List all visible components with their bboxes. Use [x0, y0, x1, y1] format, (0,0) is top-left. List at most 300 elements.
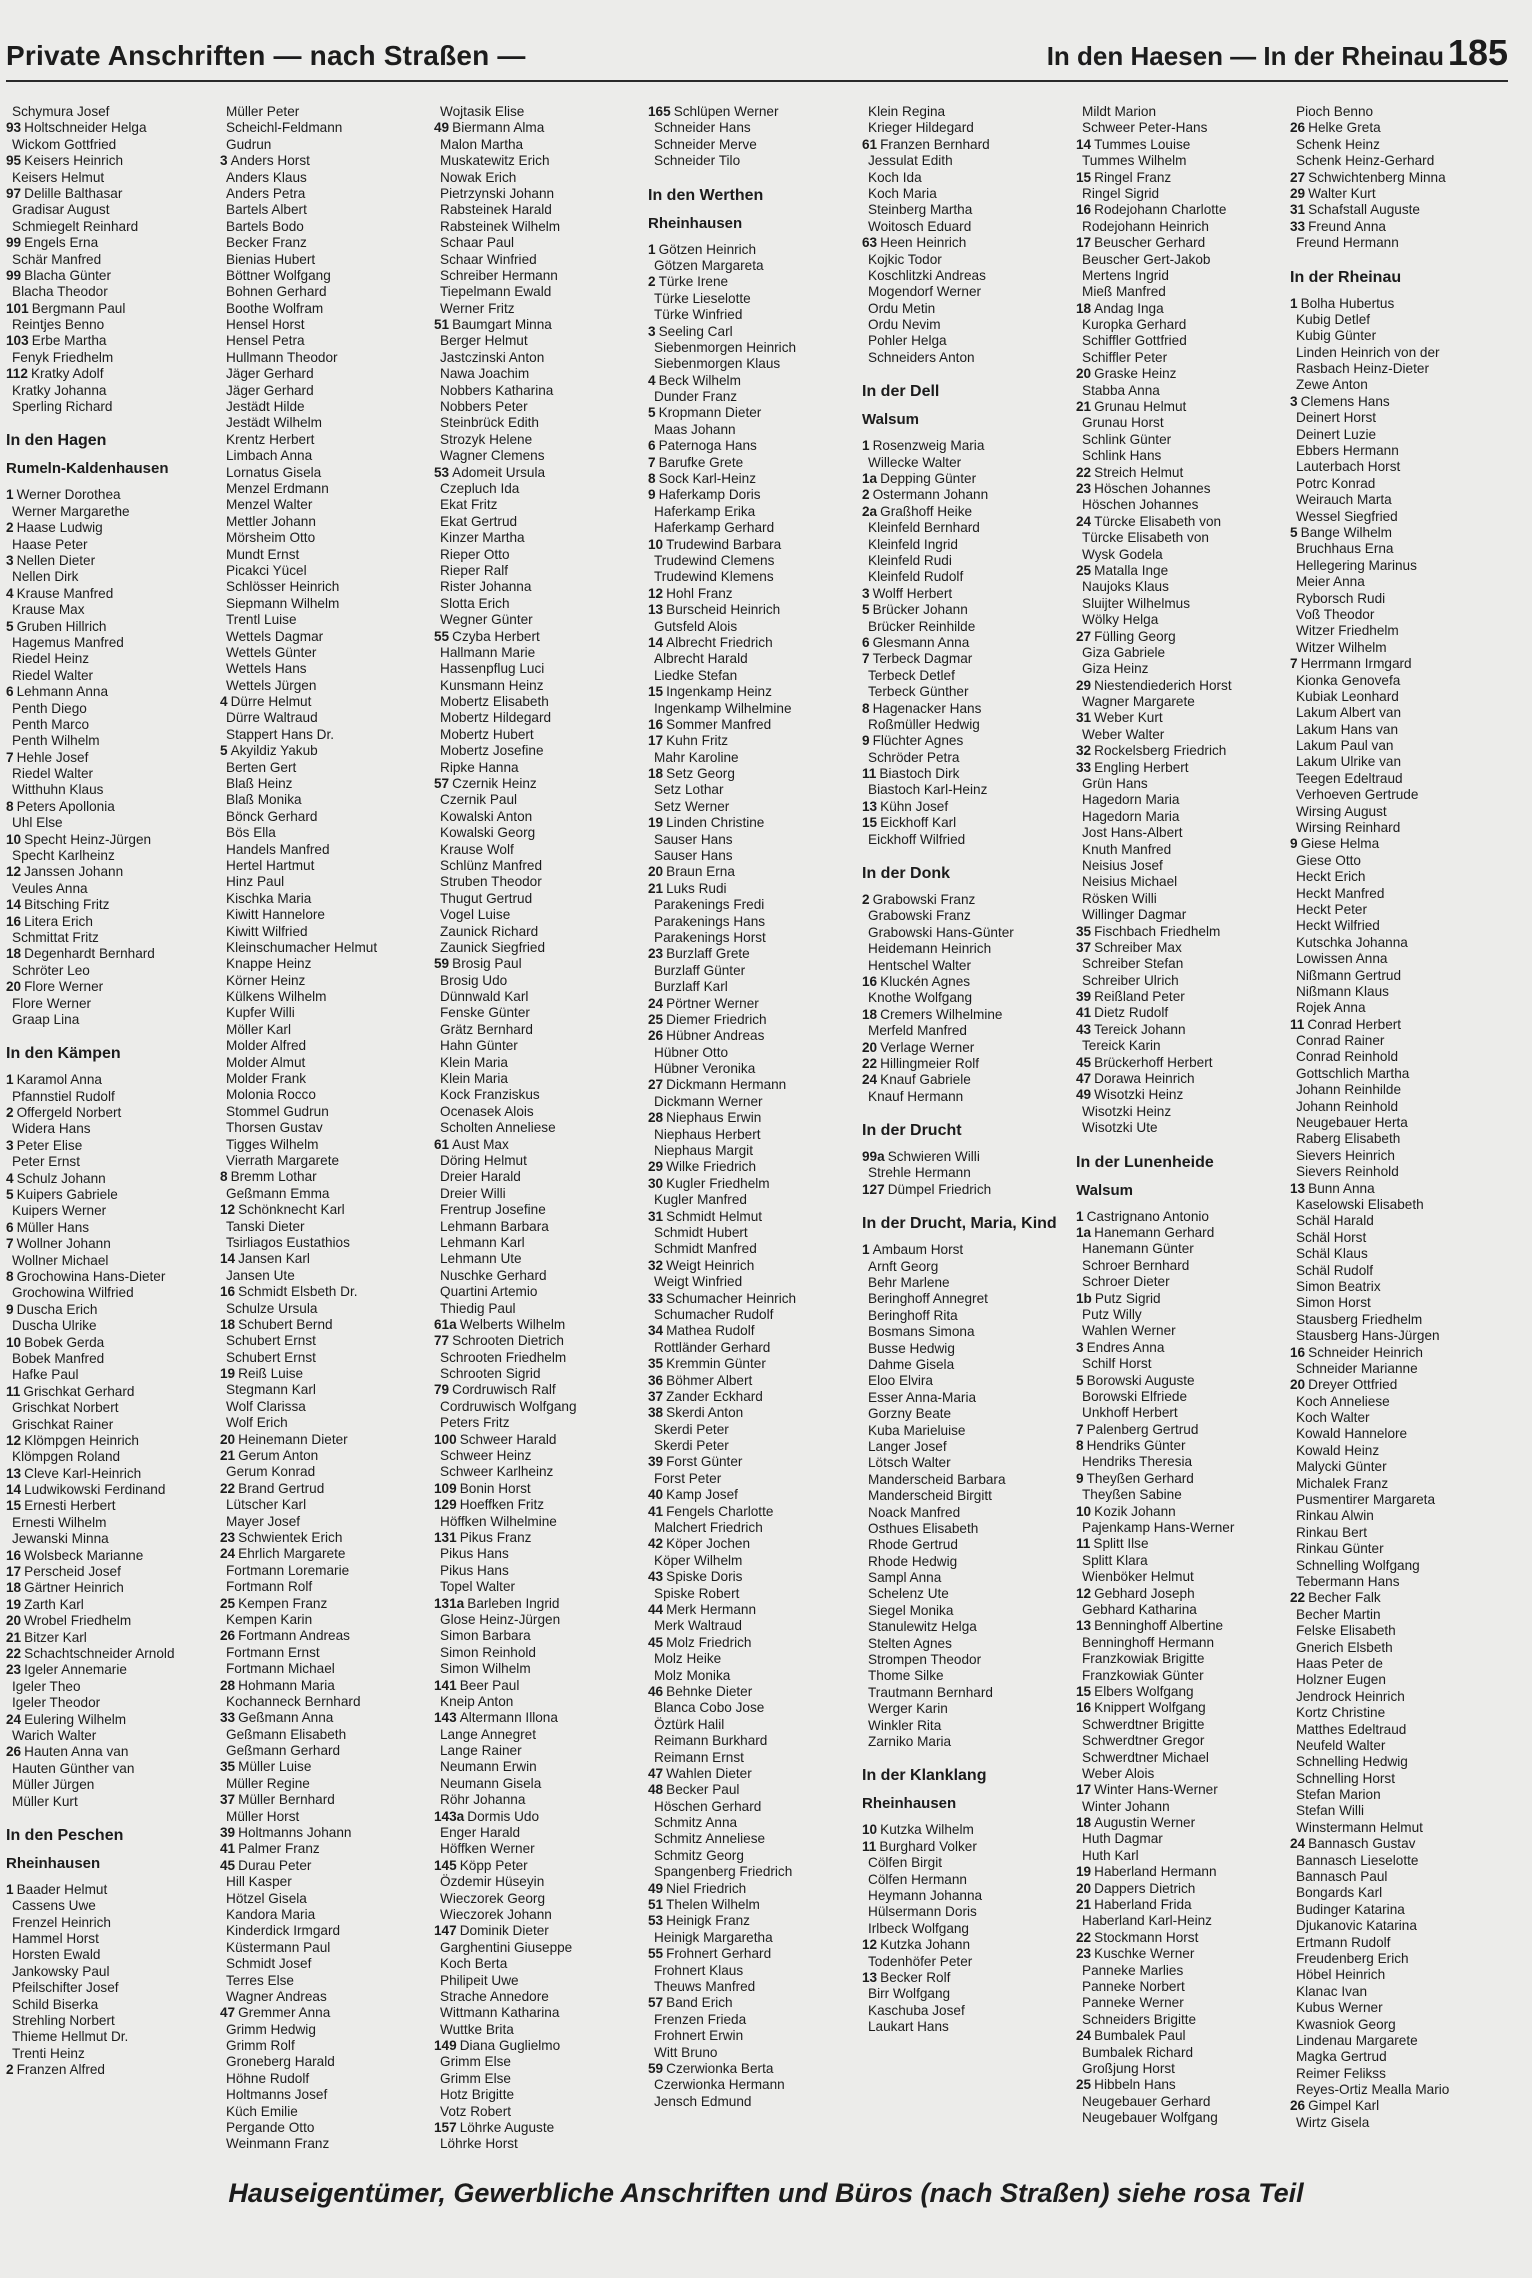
resident-name: Czerwionka Berta [666, 2060, 774, 2076]
house-number: 30 [648, 1175, 664, 1191]
resident-entry [220, 1546, 432, 1562]
resident-name: Gerum Konrad [226, 1464, 316, 1480]
resident-entry [434, 1301, 646, 1317]
resident-name: Lötsch Walter [868, 1455, 951, 1471]
resident-entry [434, 1989, 646, 2005]
resident-entry [434, 104, 646, 120]
resident-name: Kochanneck Bernhard [226, 1693, 361, 1709]
resident-name: Knauf Gabriele [880, 1072, 971, 1088]
resident-entry [434, 1727, 646, 1743]
house-number: 10 [862, 1822, 878, 1838]
resident-name: Verlage Werner [880, 1039, 975, 1055]
resident-name: Schubert Ernst [226, 1349, 316, 1365]
resident-name: Wagner Margarete [1082, 694, 1195, 710]
resident-name: Freudenberg Erich [1296, 1950, 1409, 1966]
resident-entry [6, 1466, 218, 1482]
resident-entry [648, 1881, 860, 1897]
resident-entry [1076, 137, 1288, 153]
resident-name: Strompen Theodor [868, 1652, 982, 1668]
house-number: 10 [1076, 1503, 1092, 1519]
resident-entry [434, 1284, 646, 1300]
resident-name: Türcke Elisabeth von [1094, 513, 1222, 529]
house-number: 29 [1076, 677, 1092, 693]
house-number: 20 [648, 864, 664, 880]
house-number: 51 [434, 317, 450, 333]
house-number: 16 [1290, 1344, 1306, 1360]
resident-name: Arnft Georg [868, 1258, 939, 1274]
resident-entry [220, 1432, 432, 1448]
resident-entry [220, 1776, 432, 1792]
resident-entry [1076, 2028, 1288, 2044]
resident-name: Berten Gert [226, 759, 297, 775]
resident-name: Köpp Peter [459, 1857, 528, 1873]
resident-entry [1290, 1410, 1502, 1426]
resident-name: Riedel Heinz [12, 651, 90, 667]
resident-entry [220, 497, 432, 513]
resident-name: Werner Dorothea [16, 487, 121, 503]
resident-entry [862, 1668, 1074, 1684]
resident-name: Menzel Walter [226, 497, 313, 513]
resident-name: Grischkat Norbert [12, 1400, 119, 1416]
resident-name: Woitosch Eduard [868, 218, 972, 234]
house-number: 97 [6, 185, 22, 201]
resident-entry [6, 569, 218, 585]
resident-entry [434, 1087, 646, 1103]
resident-name: Magka Gertrud [1296, 2049, 1387, 2065]
resident-name: Simon Barbara [440, 1628, 531, 1644]
resident-entry [434, 432, 646, 448]
resident-name: Skerdi Anton [666, 1405, 744, 1421]
directory-column [1290, 104, 1502, 2164]
resident-name: Ernesti Wilhelm [12, 1514, 107, 1530]
resident-name: Eulering Wilhelm [24, 1711, 127, 1727]
resident-name: Schweer Harald [459, 1431, 557, 1447]
resident-entry [6, 1613, 218, 1629]
resident-entry [220, 743, 432, 759]
resident-name: Grischkat Rainer [12, 1416, 114, 1432]
resident-entry [862, 1357, 1074, 1373]
resident-entry [1076, 350, 1288, 366]
resident-entry [434, 268, 646, 284]
resident-name: Theyßen Gerhard [1086, 1470, 1194, 1486]
resident-name: Struben Theodor [440, 874, 542, 890]
resident-name: Schmidt Hubert [654, 1225, 748, 1240]
resident-entry [1290, 459, 1502, 475]
house-number: 8 [6, 1269, 14, 1284]
resident-name: Degenhardt Bernhard [24, 946, 155, 962]
resident-entry [220, 924, 432, 940]
resident-entry [862, 1423, 1074, 1439]
resident-name: Schär Manfred [12, 251, 102, 267]
resident-entry [6, 1203, 218, 1219]
house-number: 16 [862, 973, 878, 989]
resident-name: Laukart Hans [868, 2019, 949, 2035]
resident-name: Band Erich [666, 1995, 733, 2011]
resident-name: Winstermann Helmut [1296, 1819, 1423, 1835]
resident-entry [220, 2071, 432, 2087]
resident-entry [1290, 1246, 1502, 1262]
resident-name: Sauser Hans [654, 848, 733, 864]
resident-name: Bannasch Paul [1296, 1869, 1388, 1885]
resident-name: Bumbalek Richard [1082, 2044, 1194, 2060]
resident-name: Gradisar August [12, 202, 110, 218]
resident-entry [220, 170, 432, 186]
resident-entry [6, 1712, 218, 1728]
house-number: 7 [1076, 1421, 1084, 1437]
resident-entry [6, 1121, 218, 1137]
resident-entry [220, 1284, 432, 1300]
resident-name: Putz Willy [1082, 1306, 1142, 1322]
resident-name: Wegner Günter [440, 612, 533, 628]
resident-entry [220, 219, 432, 235]
house-number: 37 [1076, 939, 1092, 955]
resident-name: Rhode Hedwig [868, 1553, 958, 1569]
resident-name: Kowald Hannelore [1296, 1426, 1408, 1442]
resident-entry [220, 1251, 432, 1267]
resident-name: Beuscher Gerhard [1094, 235, 1206, 251]
resident-entry [1076, 1848, 1288, 1864]
resident-entry [1290, 186, 1502, 202]
resident-entry [220, 2136, 432, 2152]
resident-entry [1290, 1394, 1502, 1410]
resident-name: Cleve Karl-Heinrich [24, 1465, 142, 1481]
resident-name: Kinzer Martha [440, 530, 525, 546]
resident-entry [1290, 2115, 1502, 2131]
resident-entry [1290, 2017, 1502, 2033]
resident-name: Kluckén Agnes [880, 973, 971, 989]
resident-entry [6, 1630, 218, 1646]
resident-name: Schumacher Heinrich [666, 1290, 797, 1306]
resident-name: Weigt Heinrich [666, 1257, 755, 1273]
resident-name: Jewanski Minna [12, 1531, 109, 1547]
house-number: 10 [6, 1334, 22, 1350]
resident-entry [862, 2003, 1074, 2019]
resident-name: Enger Harald [440, 1825, 521, 1841]
resident-name: Jansen Karl [238, 1251, 310, 1267]
resident-name: Molder Frank [226, 1071, 307, 1087]
resident-name: Thiedig Paul [440, 1300, 516, 1316]
resident-name: Hullmann Theodor [226, 349, 338, 365]
resident-name: Conrad Reinhold [1296, 1049, 1399, 1065]
resident-name: Giza Heinz [1082, 661, 1149, 677]
resident-entry [1290, 1935, 1502, 1951]
resident-name: Nellen Dirk [12, 569, 79, 585]
resident-name: Wojtasik Elise [440, 104, 525, 119]
resident-name: Becker Paul [666, 1782, 740, 1798]
house-number: 53 [434, 464, 450, 480]
resident-entry [434, 2087, 646, 2103]
resident-name: Johann Reinhold [1296, 1098, 1399, 1114]
resident-entry [6, 1597, 218, 1613]
resident-name: Schneider Tilo [654, 153, 741, 169]
house-number: 27 [648, 1077, 664, 1093]
resident-name: Hübner Andreas [666, 1028, 765, 1044]
house-number: 14 [1076, 136, 1092, 152]
resident-entry [862, 1970, 1074, 1986]
resident-entry [1076, 1536, 1288, 1552]
resident-entry [220, 2104, 432, 2120]
resident-name: Andag Inga [1094, 300, 1164, 316]
resident-name: Kuschke Werner [1094, 1946, 1195, 1962]
resident-entry [648, 1241, 860, 1257]
directory-column [220, 104, 432, 2164]
resident-entry [220, 514, 432, 530]
resident-name: Cölfen Birgit [868, 1855, 943, 1871]
resident-name: Conrad Rainer [1296, 1033, 1385, 1049]
resident-name: Küch Emilie [226, 2103, 298, 2119]
resident-entry [6, 104, 218, 120]
resident-name: Schneiders Anton [868, 349, 975, 365]
resident-entry [1076, 842, 1288, 858]
house-number: 2 [6, 2062, 14, 2078]
resident-entry [6, 1898, 218, 1914]
resident-entry [1076, 1471, 1288, 1487]
resident-entry [1076, 1766, 1288, 1782]
directory-columns [6, 104, 1522, 2164]
resident-name: Groneberg Harald [226, 2054, 335, 2070]
resident-entry [862, 1888, 1074, 1904]
resident-name: Franzen Bernhard [880, 136, 990, 152]
resident-name: Pietrzynski Johann [440, 185, 555, 201]
resident-name: Schreiber Max [1094, 939, 1182, 955]
resident-name: Mayer Josef [226, 1513, 301, 1529]
resident-entry [434, 989, 646, 1005]
resident-name: Jansen Ute [226, 1267, 295, 1283]
resident-name: Gottschlich Martha [1296, 1065, 1410, 1081]
resident-name: Trentl Luise [226, 612, 297, 628]
resident-entry [648, 733, 860, 749]
resident-entry [220, 973, 432, 989]
street-heading: In der Lunenheide [1076, 1153, 1214, 1171]
resident-name: Jastczinski Anton [440, 349, 545, 365]
resident-name: Dickmann Werner [654, 1093, 763, 1109]
resident-name: Stegmann Karl [226, 1382, 316, 1398]
resident-entry [1290, 427, 1502, 443]
resident-name: Hallmann Marie [440, 644, 536, 660]
resident-entry [220, 1596, 432, 1612]
resident-entry [1076, 1881, 1288, 1897]
resident-entry [862, 815, 1074, 831]
house-number: 24 [648, 995, 664, 1011]
resident-entry [1076, 1963, 1288, 1979]
resident-entry [434, 219, 646, 235]
resident-name: Kutschka Johanna [1296, 934, 1408, 950]
resident-name: Neisius Michael [1082, 874, 1178, 890]
resident-name: Ringel Sigrid [1082, 185, 1160, 201]
resident-name: Neugebauer Gerhard [1082, 2093, 1211, 2109]
resident-entry [1076, 1307, 1288, 1323]
resident-entry [1290, 377, 1502, 393]
resident-entry [6, 504, 218, 520]
resident-name: Bönck Gerhard [226, 808, 318, 824]
resident-name: Schilf Horst [1082, 1356, 1152, 1372]
resident-entry [862, 651, 1074, 667]
house-number: 15 [6, 1498, 22, 1514]
house-number: 46 [648, 1683, 664, 1699]
resident-entry [1076, 710, 1288, 726]
resident-name: Grimm Else [440, 2070, 511, 2086]
resident-entry [1290, 820, 1502, 836]
resident-name: Bös Ella [226, 825, 276, 841]
resident-name: Schroer Dieter [1082, 1274, 1170, 1290]
resident-name: Langer Josef [868, 1438, 947, 1454]
resident-entry [1290, 705, 1502, 721]
resident-name: Özdemir Hüseyin [440, 1874, 545, 1890]
resident-name: Panneke Marlies [1082, 1962, 1184, 1978]
resident-name: Rösken Willi [1082, 890, 1157, 906]
house-number: 7 [6, 1236, 14, 1252]
resident-entry [862, 1603, 1074, 1619]
resident-name: Altermann Illona [459, 1710, 558, 1726]
resident-name: Brand Gertrud [238, 1480, 325, 1496]
house-number: 20 [220, 1431, 236, 1447]
resident-entry [220, 465, 432, 481]
resident-entry [1076, 1913, 1288, 1929]
resident-entry [220, 596, 432, 612]
house-number: 12 [6, 864, 22, 880]
resident-entry [648, 848, 860, 864]
resident-name: Schenk Heinz-Gerhard [1296, 153, 1435, 169]
resident-entry [1076, 1520, 1288, 1536]
resident-entry [1290, 2098, 1502, 2114]
resident-entry [1076, 1995, 1288, 2011]
resident-name: Heckt Manfred [1296, 885, 1385, 901]
resident-entry [862, 1537, 1074, 1553]
house-number: 24 [220, 1546, 236, 1562]
resident-entry [648, 242, 860, 258]
resident-entry [862, 1701, 1074, 1717]
resident-name: Schrooten Friedhelm [440, 1349, 567, 1365]
resident-entry [6, 252, 218, 268]
resident-name: Bolha Hubertus [1300, 295, 1395, 311]
district-heading: Rumeln-Kaldenhausen [6, 460, 169, 478]
resident-name: Ambaum Horst [872, 1242, 964, 1258]
resident-entry [862, 1937, 1074, 1953]
resident-name: Schrooten Dietrich [452, 1333, 564, 1349]
resident-entry [648, 258, 860, 274]
house-number: 36 [648, 1372, 664, 1388]
resident-entry [1076, 432, 1288, 448]
resident-name: Witzer Friedhelm [1296, 623, 1399, 639]
resident-entry [220, 284, 432, 300]
resident-entry [434, 678, 646, 694]
resident-entry [6, 1980, 218, 1996]
resident-name: Gerum Anton [238, 1448, 319, 1464]
resident-entry [648, 2045, 860, 2061]
resident-name: Mobertz Hubert [440, 726, 534, 742]
resident-entry [434, 661, 646, 677]
resident-name: Pikus Hans [440, 1546, 509, 1562]
resident-entry [220, 2054, 432, 2070]
resident-entry [220, 1858, 432, 1874]
resident-entry [220, 891, 432, 907]
resident-entry [862, 1872, 1074, 1888]
resident-name: Holtmanns Johann [238, 1825, 352, 1841]
resident-name: Wisotzki Ute [1082, 1120, 1158, 1136]
resident-entry [434, 1448, 646, 1464]
house-number: 4 [220, 694, 228, 710]
resident-entry [220, 1481, 432, 1497]
resident-entry [1290, 1853, 1502, 1869]
resident-name: Schelenz Ute [868, 1586, 949, 1602]
resident-entry [6, 219, 218, 235]
resident-entry [1076, 1602, 1288, 1618]
resident-name: Thelen Wilhelm [666, 1897, 760, 1913]
directory-column [648, 104, 860, 2164]
resident-name: Hülsermann Doris [868, 1904, 977, 1920]
resident-entry [6, 350, 218, 366]
street-heading: In den Hagen [6, 432, 107, 450]
resident-name: Frenzel Heinrich [12, 1914, 111, 1930]
house-number: 8 [862, 700, 870, 716]
resident-entry [862, 569, 1074, 585]
house-number: 12 [1076, 1585, 1092, 1601]
resident-entry [6, 383, 218, 399]
resident-entry [1076, 120, 1288, 136]
resident-entry [220, 1202, 432, 1218]
resident-entry [1076, 1340, 1288, 1356]
resident-entry [648, 504, 860, 520]
resident-name: Wollner Johann [16, 1236, 111, 1252]
resident-name: Lakum Ulrike van [1296, 754, 1402, 770]
resident-entry [1290, 689, 1502, 705]
resident-name: Kowald Heinz [1296, 1442, 1380, 1458]
resident-name: Putz Sigrid [1094, 1290, 1161, 1306]
resident-entry [1290, 170, 1502, 186]
resident-name: Merk Hermann [666, 1601, 757, 1617]
resident-name: Müller Kurt [12, 1793, 78, 1809]
resident-name: Gremmer Anna [238, 2005, 331, 2021]
resident-entry [648, 1618, 860, 1634]
house-number: 5 [1076, 1372, 1084, 1388]
resident-name: Jestädt Hilde [226, 399, 305, 415]
house-number: 28 [648, 1110, 664, 1126]
resident-entry [648, 1373, 860, 1389]
house-number: 1 [1290, 295, 1298, 311]
resident-entry [648, 1340, 860, 1356]
resident-entry [220, 2038, 432, 2054]
resident-entry [434, 1055, 646, 1071]
resident-entry [862, 1839, 1074, 1855]
resident-name: Matthes Edeltraud [1296, 1721, 1407, 1737]
resident-entry [648, 1028, 860, 1044]
house-number: 7 [862, 651, 870, 667]
resident-name: Koch Ida [868, 169, 922, 185]
resident-entry [434, 1891, 646, 1907]
resident-entry [6, 1548, 218, 1564]
resident-entry [1290, 1984, 1502, 2000]
resident-entry [1290, 1492, 1502, 1508]
resident-name: Philipeit Uwe [440, 1972, 519, 1988]
resident-entry [862, 2019, 1074, 2035]
resident-entry [862, 750, 1074, 766]
house-number: 11 [862, 1838, 877, 1854]
house-number: 8 [1076, 1438, 1084, 1454]
resident-name: Biastoch Dirk [879, 766, 960, 782]
resident-name: Burscheid Heinrich [666, 602, 781, 618]
resident-entry [1290, 1640, 1502, 1656]
resident-entry [434, 448, 646, 464]
resident-entry [648, 356, 860, 372]
resident-name: Türke Lieselotte [654, 290, 751, 306]
resident-name: Knuth Manfred [1082, 841, 1172, 857]
resident-name: Fengels Charlotte [666, 1503, 774, 1519]
resident-entry [1076, 1717, 1288, 1733]
resident-name: Beringhoff Annegret [868, 1291, 988, 1307]
resident-name: Albrecht Friedrich [666, 634, 773, 650]
resident-name: Mahr Karoline [654, 749, 739, 765]
resident-name: Cordruwisch Ralf [452, 1382, 556, 1398]
